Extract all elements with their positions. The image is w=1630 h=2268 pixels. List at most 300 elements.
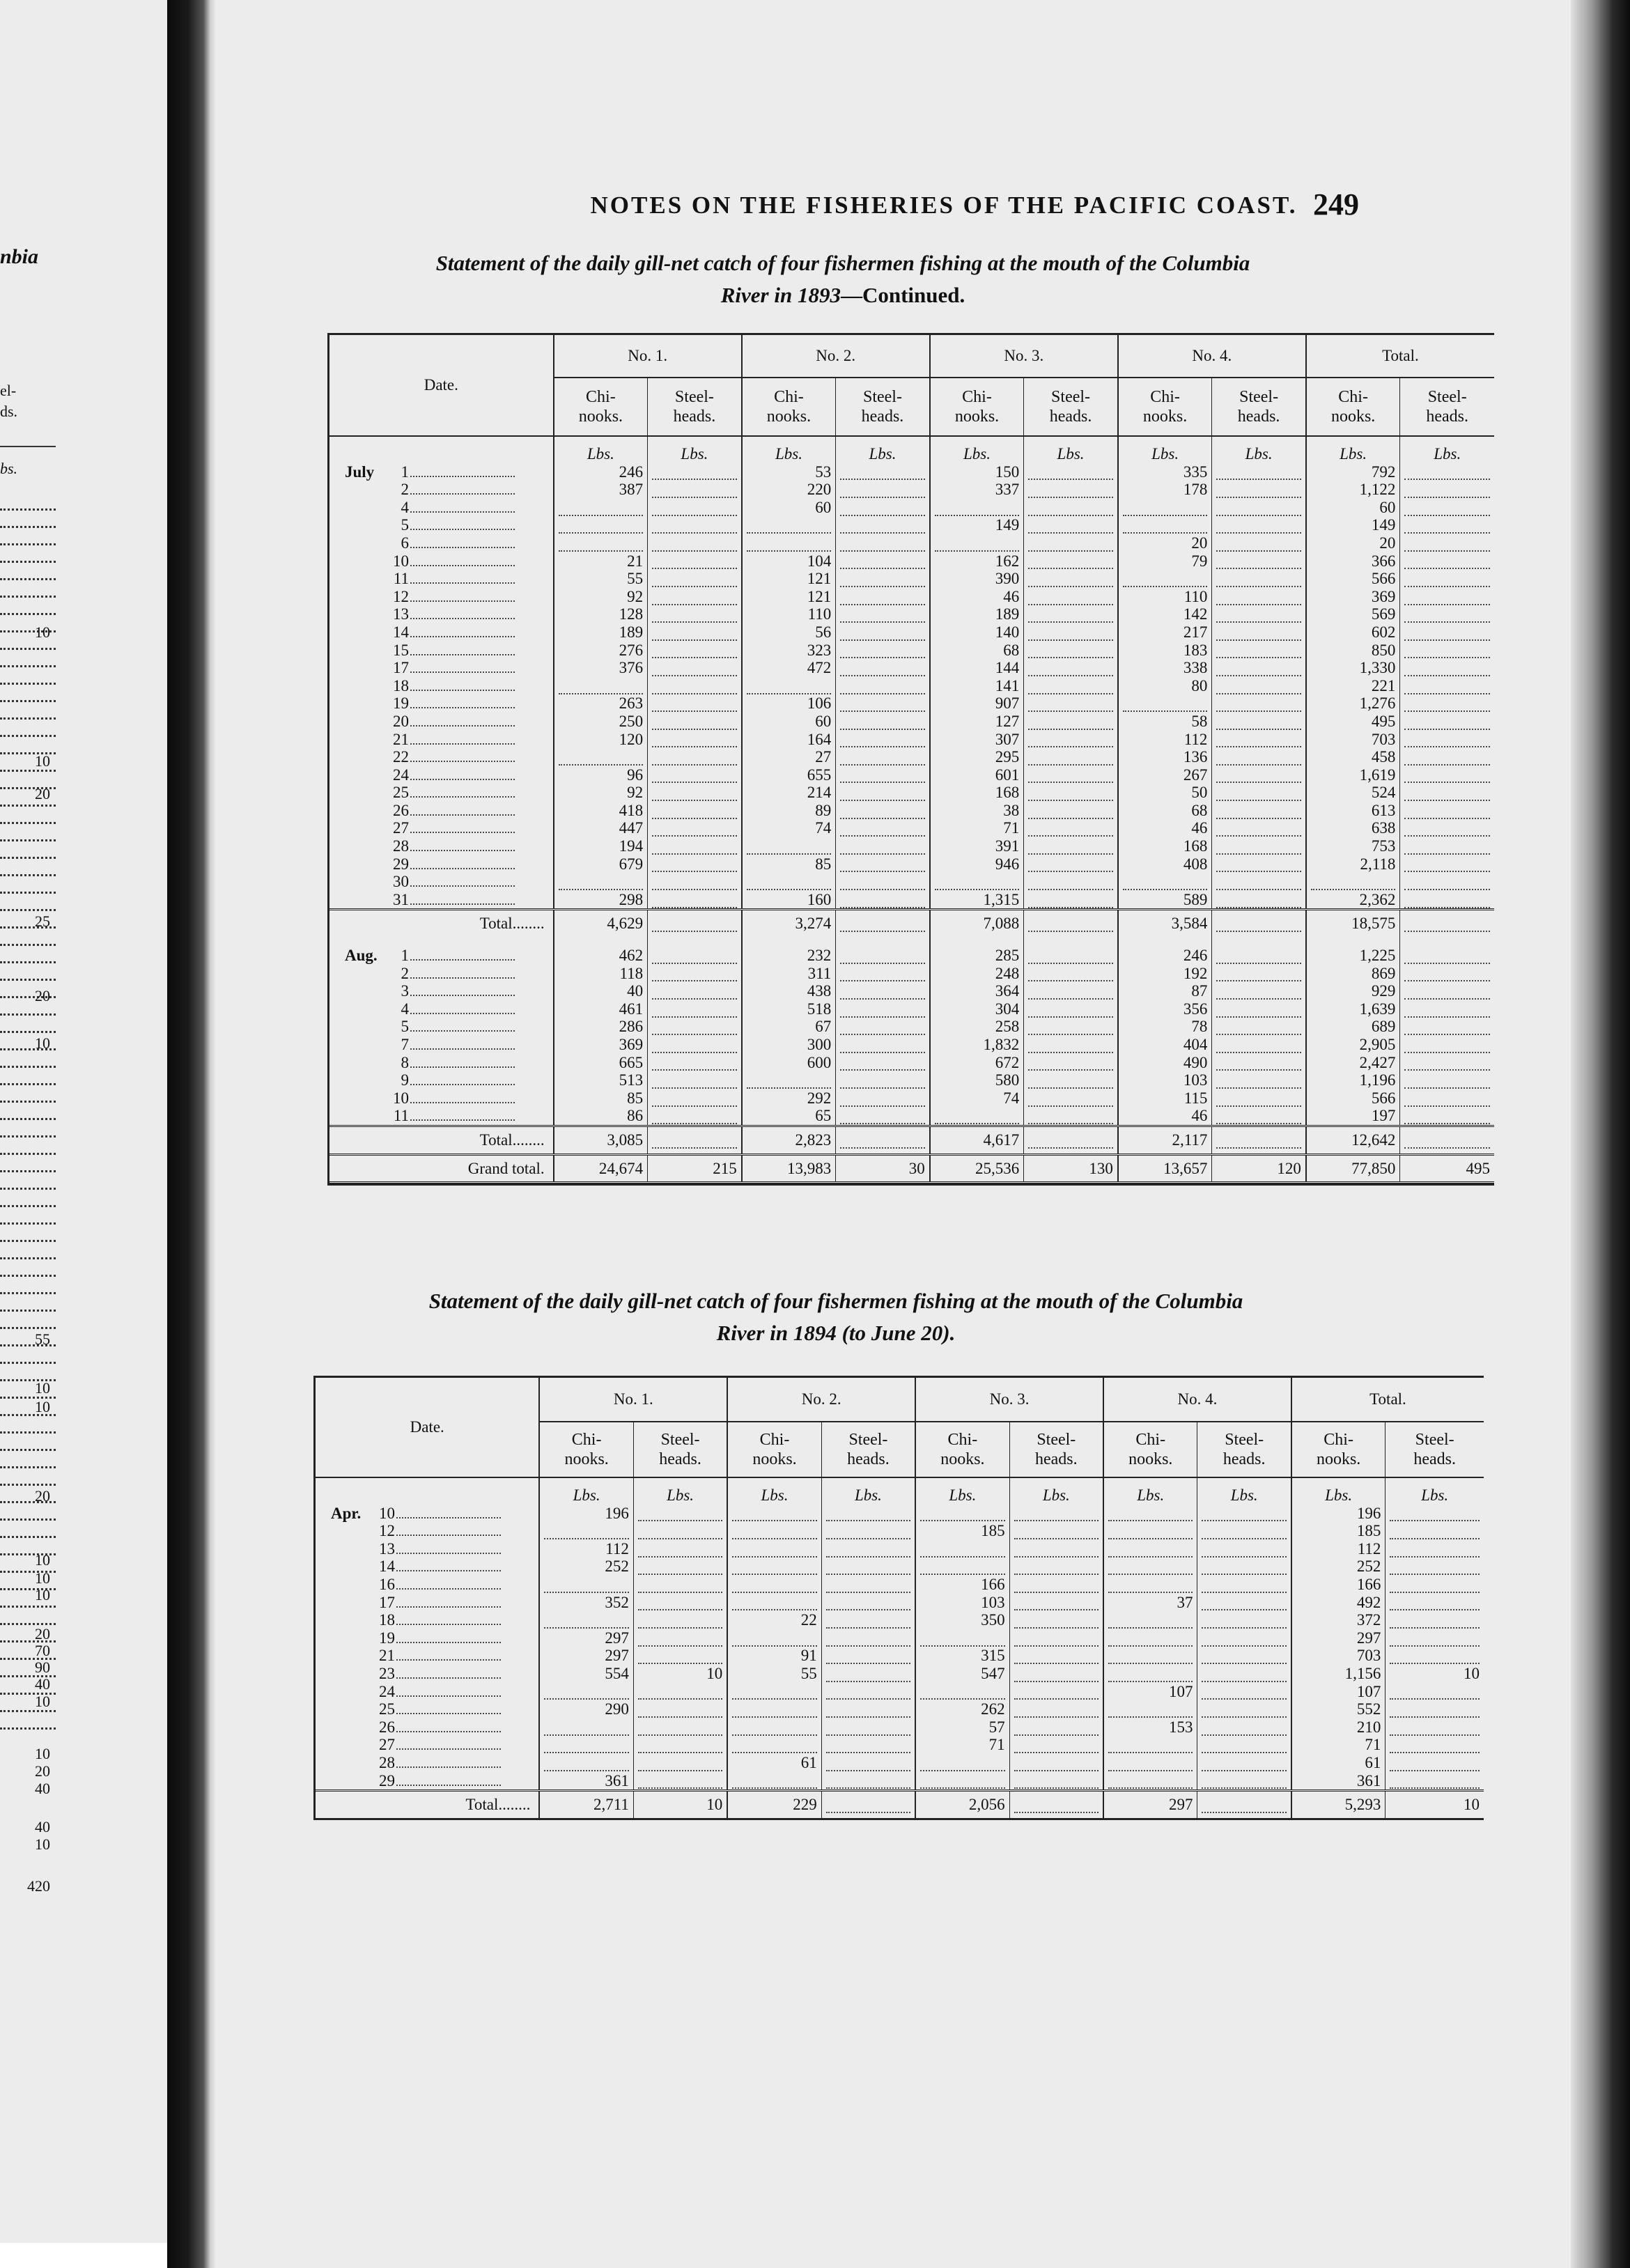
leader-dots [1108,1742,1193,1753]
table-cell [727,1540,821,1558]
table-cell: 110 [1118,588,1212,606]
empty-cell [1212,937,1306,947]
leader-dots [1202,1582,1286,1593]
date-cell [329,713,554,731]
table-cell: 215 [648,1154,742,1183]
leader-dots [1028,487,1113,498]
table-row [329,1089,1494,1108]
leader-dots [0,1519,56,1521]
table-cell: 77,850 [1306,1154,1400,1183]
leader-dots [1216,665,1301,676]
table-cell [1212,605,1306,623]
table-cell [1212,1054,1306,1072]
leader-dots [920,1760,1004,1771]
facing-page-title-fragment: nbia [0,245,39,268]
leader-dots [920,1688,1004,1700]
leader-dots [0,1188,56,1190]
leader-dots [652,558,737,569]
table-cell [1197,1754,1291,1772]
table-cell [1024,499,1118,517]
leader-dots [652,921,737,932]
facing-page-value: 40 [35,1780,50,1797]
leader-dots [1404,861,1490,872]
leader-dots [0,578,56,580]
table-cell [1103,1540,1197,1558]
table-cell [1386,1647,1484,1665]
leader-dots [826,1617,910,1629]
leader-dots [410,850,515,851]
table-cell [930,873,1024,891]
table-cell [1212,731,1306,749]
leader-dots [1014,1778,1099,1789]
table-cell [1024,731,1118,749]
leader-dots [410,600,515,602]
table-cell [1212,677,1306,695]
table-cell [1212,766,1306,784]
leader-dots [1216,701,1301,712]
leader-dots [396,1766,501,1768]
table-cell: 110 [742,605,836,623]
table-row [329,677,1494,695]
table-cell: 276 [554,642,648,660]
leader-dots [544,1582,628,1593]
date-cell [329,642,554,660]
leader-dots [0,1222,56,1225]
table-cell: 292 [742,1089,836,1108]
leader-dots [1202,1636,1286,1647]
table-cell: 13,983 [742,1154,836,1183]
steelheads-header: Steel- heads. [648,378,742,436]
table-cell: 1,225 [1306,947,1400,965]
leader-dots [840,1042,925,1053]
leader-dots [410,761,515,762]
day-label: 17 [379,1593,395,1611]
leader-dots [0,1257,56,1259]
table-cell [1212,855,1306,873]
table-cell [836,910,930,937]
table-cell [633,1629,727,1647]
table-cell [836,677,930,695]
table-cell: 566 [1306,570,1400,588]
date-cell [329,731,554,749]
leader-dots [1108,1760,1193,1771]
table-cell: 220 [742,481,836,499]
table-cell [1212,588,1306,606]
table-cell [1009,1665,1103,1683]
table-cell: 162 [930,552,1024,570]
day-label: 28 [379,1753,395,1771]
leader-dots [410,832,515,833]
table-cell [1197,1540,1291,1558]
leader-dots [410,582,515,584]
date-cell [316,1772,539,1791]
table-cell [1103,1611,1197,1629]
day-label: 11 [393,570,409,588]
table-cell: 92 [554,784,648,802]
leader-dots [1028,879,1113,890]
leader-dots [1216,988,1301,1000]
table-cell: 338 [1118,659,1212,677]
table-cell [648,731,742,749]
facing-page-value: 10 [35,1586,50,1603]
table1 [327,333,1494,1186]
table-cell [1212,570,1306,588]
leader-dots [1014,1760,1099,1771]
leader-dots [410,618,515,619]
leader-dots [1216,683,1301,694]
chinooks-header: Chi- nooks. [727,1422,821,1477]
leader-dots [1123,505,1208,516]
day-label: 23 [379,1664,395,1682]
leader-dots [0,1310,56,1312]
table-cell: 57 [915,1718,1009,1737]
facing-page-value: 10 [35,1745,50,1762]
table-cell [1024,910,1118,937]
leader-dots [1014,1802,1099,1813]
table-cell [648,784,742,802]
table-cell [821,1665,915,1683]
table-cell [633,1683,727,1701]
table-cell [1400,731,1494,749]
leader-dots [1202,1688,1286,1700]
table-cell [930,1107,1024,1126]
table-cell [1400,677,1494,695]
leader-dots [396,1659,501,1661]
leader-dots [1123,879,1208,890]
table-cell [1400,642,1494,660]
table-cell: 141 [930,677,1024,695]
table1-caption-line1: Statement of the daily gill-net catch of four fishermen fishing at the mouth of the Columbia [435,251,1250,275]
day-label: 18 [379,1611,395,1629]
table-cell [1024,659,1118,677]
facing-page-value: 10 [35,623,50,641]
table-cell [836,965,930,983]
leader-dots [1014,1725,1099,1736]
leader-dots [544,1725,628,1736]
leader-dots [1202,1742,1286,1753]
leader-dots [0,944,56,946]
table-cell [1024,1036,1118,1054]
leader-dots [410,565,515,566]
table-cell: 356 [1118,1000,1212,1018]
leader-dots [638,1742,722,1753]
date-cell [329,982,554,1000]
leader-dots [1123,701,1208,712]
chinooks-header: Chi- nooks. [1103,1422,1197,1477]
table-row [329,748,1494,766]
leader-dots [840,576,925,587]
day-label: 1 [401,463,409,481]
leader-dots [826,1582,910,1593]
table-cell [727,1736,821,1754]
leader-dots [826,1742,910,1753]
table-cell [836,947,930,965]
table-cell: 447 [554,819,648,837]
table-cell: 1,619 [1306,766,1400,784]
table-cell [836,802,930,820]
table-cell: 115 [1118,1089,1212,1108]
date-cell [329,1000,554,1018]
steelheads-header: Steel- heads. [1197,1422,1291,1477]
leader-dots [1014,1546,1099,1558]
table-cell [648,1054,742,1072]
table-cell: 24,674 [554,1154,648,1183]
table-cell: 297 [539,1629,633,1647]
table-cell: 297 [1103,1791,1197,1818]
table-cell [633,1576,727,1594]
table-cell [1400,766,1494,784]
table-cell: 30 [836,1154,930,1183]
table-row [316,1540,1484,1558]
table-cell: 74 [742,819,836,837]
unit-label: Lbs. [1024,436,1118,463]
table-cell: 168 [930,784,1024,802]
table-cell: 369 [1306,588,1400,606]
table-cell [836,1054,930,1072]
facing-page-value: 10 [35,1551,50,1569]
leader-dots [840,772,925,783]
total-row [316,1791,1484,1818]
table2 [313,1376,1484,1820]
table-cell [648,982,742,1000]
leader-dots [1404,1007,1490,1018]
table-cell: 91 [727,1647,821,1665]
table-cell: 37 [1103,1594,1197,1612]
facing-page-value: 20 [35,1487,50,1505]
table-cell: 106 [742,694,836,713]
leader-dots [396,1535,501,1536]
table-cell: 194 [554,837,648,855]
table-row [316,1594,1484,1612]
leader-dots [1202,1528,1286,1539]
leader-dots [410,814,515,816]
table-cell: 1,315 [930,891,1024,910]
table-cell [1212,802,1306,820]
table-cell [1103,1522,1197,1540]
table-cell: 458 [1306,748,1400,766]
table-cell: 376 [554,659,648,677]
leader-dots [840,541,925,552]
table-cell [633,1611,727,1629]
column-group-header: No. 4. [1103,1378,1291,1422]
table-cell [836,1036,930,1054]
table-cell [1212,694,1306,713]
date-cell [329,552,554,570]
table-cell [1400,802,1494,820]
leader-dots [0,1292,56,1294]
leader-dots [410,1066,515,1068]
leader-dots [1404,576,1490,587]
table-cell [836,837,930,855]
table-cell [633,1647,727,1665]
table2-caption-line1: Statement of the daily gill-net catch of four fishermen fishing at the mouth of the Columbia [428,1289,1243,1313]
leader-dots [1028,576,1113,587]
leader-dots [559,879,644,890]
leader-dots [732,1707,816,1718]
table-row [329,837,1494,855]
date-cell [316,1522,539,1540]
leader-dots [638,1653,722,1664]
table-cell [1212,713,1306,731]
table-cell: 689 [1306,1018,1400,1036]
empty-cell [554,937,648,947]
leader-dots [0,1466,56,1468]
table-cell: 252 [539,1558,633,1576]
leader-dots [1216,897,1301,908]
day-label: 3 [401,982,409,1000]
table-cell [1024,947,1118,965]
table-cell [648,570,742,588]
table-cell: 153 [1103,1718,1197,1737]
table-cell [648,1036,742,1054]
table-cell: 792 [1306,463,1400,481]
table-cell: 118 [554,965,648,983]
chinooks-header: Chi- nooks. [1306,378,1400,436]
leader-dots [652,469,737,480]
table-cell: 121 [742,570,836,588]
table-cell [648,499,742,517]
day-label: 29 [379,1771,395,1789]
day-label: 7 [401,1036,409,1053]
leader-dots [840,1059,925,1071]
leader-dots [0,1484,56,1486]
table-cell: 2,823 [742,1126,836,1154]
table-cell [1386,1754,1484,1772]
leader-dots [559,505,644,516]
table-cell [1212,499,1306,517]
empty-cell [1024,937,1118,947]
table-row [329,731,1494,749]
date-cell [329,659,554,677]
table-cell: 192 [1118,965,1212,983]
day-label: 4 [401,498,409,516]
leader-dots [638,1688,722,1700]
table-row [329,605,1494,623]
leader-dots [1404,558,1490,569]
leader-dots [1028,988,1113,1000]
leader-dots [652,683,737,694]
day-label: 14 [393,623,409,641]
day-label: 19 [379,1629,395,1647]
table-row [329,982,1494,1000]
column-group-header: No. 1. [554,335,742,378]
table-cell [648,605,742,623]
table-cell: 285 [930,947,1024,965]
leader-dots [1404,1042,1490,1053]
table-cell [1197,1683,1291,1701]
table-cell: 229 [727,1791,821,1818]
leader-dots [638,1636,722,1647]
leader-dots [935,1113,1020,1124]
day-label: 18 [393,676,409,694]
table-cell [1024,1000,1118,1018]
table-cell: 20 [1306,534,1400,552]
date-cell [316,1754,539,1772]
leader-dots [840,1113,925,1124]
table-cell [836,713,930,731]
day-label: 17 [393,659,409,677]
running-title: NOTES ON THE FISHERIES OF THE PACIFIC COAST. [590,192,1298,219]
table-cell: 67 [742,1018,836,1036]
table-cell: 120 [554,731,648,749]
leader-dots [0,561,56,563]
table-cell [1212,481,1306,499]
table-cell: 566 [1306,1089,1400,1108]
leader-dots [0,1240,56,1242]
leader-dots [1404,719,1490,730]
table-cell [1197,1718,1291,1737]
table-cell [1400,1018,1494,1036]
leader-dots [1108,1636,1193,1647]
table-row [329,1071,1494,1089]
table-cell [1400,910,1494,937]
table-cell: 78 [1118,1018,1212,1036]
table-cell: 1,276 [1306,694,1400,713]
table-cell: 462 [554,947,648,965]
leader-dots [840,1078,925,1089]
table-cell [1009,1791,1103,1818]
table-cell [836,463,930,481]
table-row [316,1736,1484,1754]
leader-dots [826,1564,910,1575]
table-cell: 408 [1118,855,1212,873]
leader-dots [0,665,56,667]
leader-dots [1404,772,1490,783]
leader-dots [410,1048,515,1050]
chinooks-header: Chi- nooks. [742,378,836,436]
leader-dots [826,1636,910,1647]
table-cell [648,516,742,534]
table-cell: 391 [930,837,1024,855]
table-cell: 438 [742,982,836,1000]
leader-dots [410,1102,515,1103]
table-cell [915,1683,1009,1701]
facing-page-value: 20 [35,785,50,802]
day-label: 26 [393,801,409,819]
table-cell [1386,1594,1484,1612]
leader-dots [1108,1617,1193,1629]
leader-dots [410,654,515,655]
table-cell: 554 [539,1665,633,1683]
table-cell: 869 [1306,965,1400,983]
leader-dots [638,1546,722,1558]
table-cell [1118,516,1212,534]
leader-dots [1404,1113,1490,1124]
unit-label: Lbs. [727,1477,821,1505]
table-cell: 246 [554,463,648,481]
table-cell [648,1018,742,1036]
leader-dots [1028,844,1113,855]
table-cell: 2,117 [1118,1126,1212,1154]
table-cell [633,1558,727,1576]
table-cell [648,677,742,695]
table-cell: 196 [1291,1505,1386,1523]
table-cell [1400,1071,1494,1089]
facing-page-value: 10 [35,1693,50,1710]
leader-dots [1390,1510,1480,1521]
leader-dots [652,1007,737,1018]
leader-dots [1216,1096,1301,1107]
table-cell [633,1505,727,1523]
table-row [329,891,1494,910]
date-cell [329,534,554,552]
leader-dots [1216,469,1301,480]
leader-dots [0,961,56,963]
date-cell [316,1576,539,1594]
leader-dots [544,1760,628,1771]
table-cell: 189 [930,605,1024,623]
leader-dots [1390,1599,1480,1610]
